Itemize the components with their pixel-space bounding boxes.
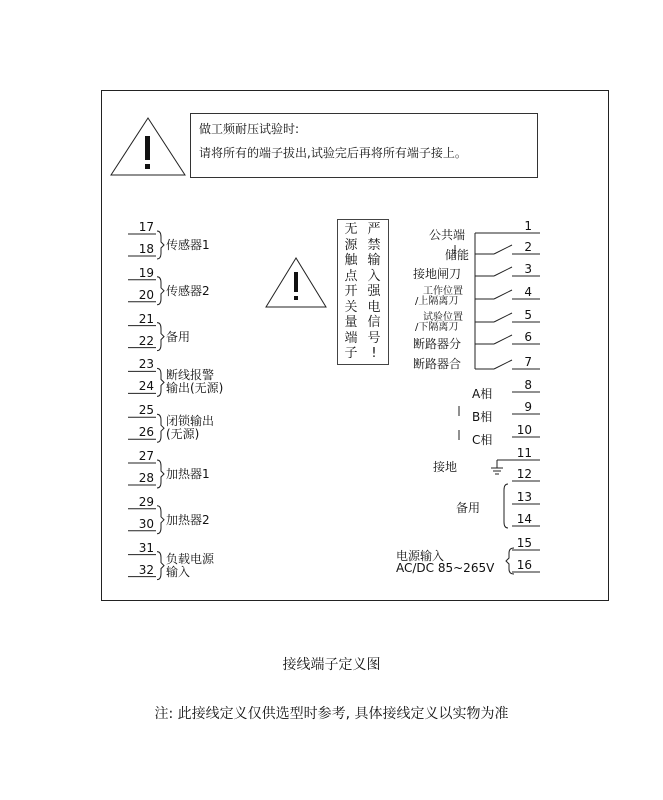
label-phase-a: A相	[472, 387, 493, 401]
brace	[157, 460, 164, 488]
label-ground-knife: 接地闸刀	[413, 267, 462, 281]
label-power-spec: AC/DC 85~265V	[396, 561, 495, 575]
label-storage: 储能	[445, 248, 470, 262]
terminal-number: 28	[138, 471, 154, 485]
caution-char: 无	[344, 222, 358, 237]
terminal-label: 备用	[166, 329, 191, 344]
brace	[157, 323, 164, 351]
label-work-position: 工作位置	[423, 286, 463, 297]
terminal-number: 6	[524, 330, 532, 344]
terminal-number: 16	[516, 558, 532, 572]
terminal-label: 加热器2	[166, 512, 210, 527]
brace	[157, 414, 164, 442]
label-power-input: 电源输入	[396, 549, 445, 563]
caution-char: 量	[344, 315, 358, 330]
brace	[157, 506, 164, 534]
brace	[157, 368, 164, 396]
terminal-number: 5	[524, 308, 532, 322]
terminal-number: 9	[524, 400, 532, 414]
caution-char: 点	[344, 268, 358, 284]
terminal-number: 25	[138, 403, 154, 418]
terminal-number: 27	[138, 449, 154, 463]
terminal-number: 17	[138, 220, 154, 234]
terminal-number: 7	[524, 355, 532, 369]
caution-char: 源	[344, 237, 358, 253]
terminal-label: 输入	[166, 564, 191, 579]
label-breaker-open: 断路器分	[413, 337, 462, 351]
caution-char: 电	[367, 299, 381, 315]
caution-char: 入	[367, 268, 381, 284]
label-breaker-close: 断路器合	[413, 357, 462, 371]
terminal-number: 18	[138, 242, 154, 256]
terminal-number: 20	[138, 287, 154, 302]
terminal-number: 12	[516, 467, 532, 481]
brace	[157, 277, 164, 305]
brace	[157, 231, 164, 259]
caution-char: 端	[344, 330, 358, 346]
terminal-number: 29	[138, 494, 154, 509]
terminal-label: 断线报警	[166, 368, 215, 383]
terminal-number: 11	[516, 446, 532, 460]
terminal-number: 21	[138, 311, 154, 326]
warning-line-2: 请将所有的端子拔出,试验完后再将所有端子接上。	[199, 146, 467, 160]
caution-char: 子	[344, 346, 358, 361]
terminal-label: 负载电源	[166, 551, 215, 566]
terminal-number: 2	[524, 240, 532, 254]
terminal-label: (无源)	[166, 427, 200, 442]
terminal-number: 8	[524, 378, 532, 392]
label-phase-c: C相	[472, 433, 493, 447]
terminal-number: 13	[516, 490, 532, 504]
terminal-label: 传感器1	[166, 238, 210, 252]
terminal-number: 19	[138, 265, 154, 280]
brace	[157, 552, 164, 580]
terminal-number: 31	[138, 540, 154, 555]
caution-char: 开	[344, 284, 358, 299]
label-test-position: 试验位置	[423, 312, 463, 323]
terminal-number: 1	[524, 219, 532, 233]
caution-box	[337, 219, 389, 365]
note: 注: 此接线定义仅供选型时参考, 具体接线定义以实物为准	[154, 706, 509, 722]
caution-char: 输	[367, 253, 381, 268]
terminal-label: 输出(无源)	[166, 381, 224, 396]
terminal-label: 传感器2	[166, 283, 210, 298]
caution-char: 严	[367, 222, 381, 237]
caution-char: !	[371, 346, 377, 361]
label-common: 公共端	[429, 228, 466, 242]
caution-char: 触	[344, 253, 358, 268]
terminal-number: 15	[516, 536, 532, 550]
label-ground: 接地	[433, 460, 458, 474]
terminal-label: 加热器1	[166, 467, 210, 481]
diagram-caption: 接线端子定义图	[282, 657, 381, 673]
terminal-number: 14	[516, 512, 532, 526]
caution-char: 禁	[367, 237, 381, 253]
terminal-label: 闭锁输出	[166, 414, 215, 429]
terminal-number: 3	[524, 262, 532, 276]
label-upper-isolator: /上隔离刀	[415, 296, 459, 307]
terminal-number: 22	[138, 333, 154, 348]
terminal-number: 24	[138, 379, 154, 394]
caution-char: 号	[367, 330, 381, 346]
caution-char: 信	[367, 315, 381, 330]
caution-char: 强	[367, 284, 381, 299]
label-phase-b: B相	[472, 410, 493, 424]
terminal-number: 26	[138, 425, 154, 440]
warning-box	[190, 113, 538, 178]
terminal-number: 23	[138, 357, 154, 372]
label-lower-isolator: /下隔离刀	[415, 322, 459, 333]
caution-char: 关	[344, 299, 358, 315]
warning-line-1: 做工频耐压试验时:	[199, 122, 300, 136]
terminal-number: 32	[138, 562, 154, 577]
terminal-number: 4	[524, 285, 532, 299]
terminal-number: 30	[138, 516, 154, 531]
terminal-number: 10	[516, 423, 532, 437]
label-spare: 备用	[456, 501, 481, 515]
